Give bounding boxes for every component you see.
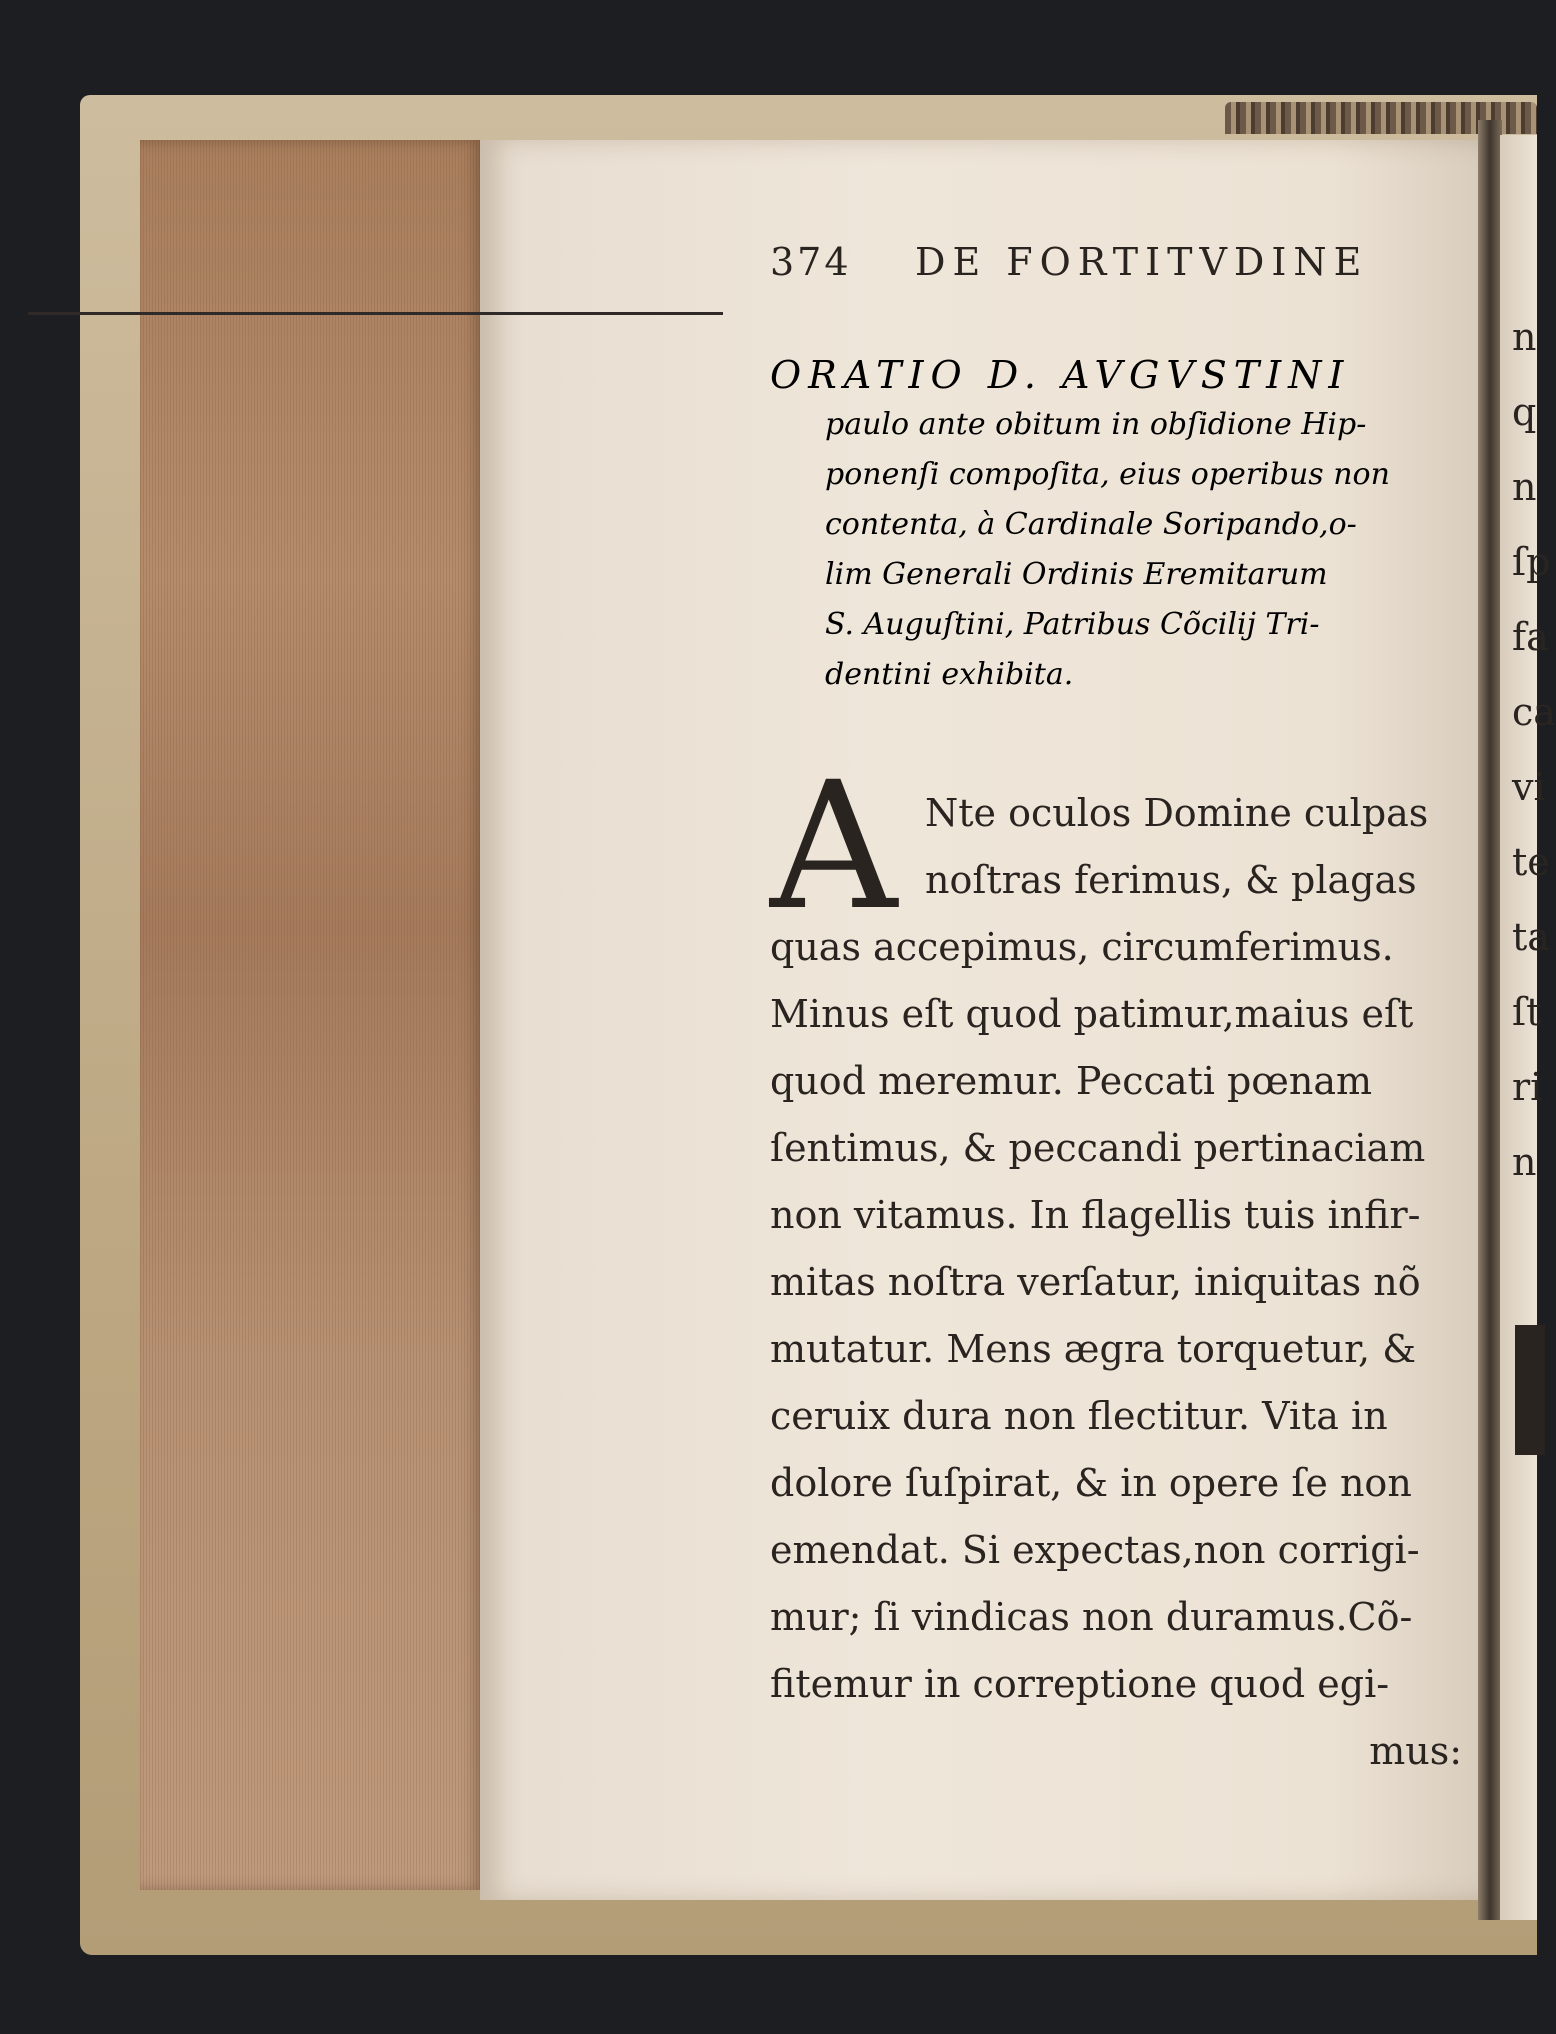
text-line: non vitamus. In flagellis tuis infir- (770, 1193, 1421, 1237)
facing-fragment: ri (1512, 1065, 1543, 1109)
running-head-area (770, 220, 1470, 284)
text-block-edge (140, 140, 485, 1890)
text-line: quod meremur. Peccati pœnam (770, 1059, 1373, 1103)
facing-fragment: ta (1512, 915, 1550, 959)
text-line: emendat. Si expectas,non corrigi- (770, 1528, 1420, 1572)
chapter-heading (770, 350, 1470, 700)
facing-fragment: vi (1512, 765, 1546, 809)
facing-drop-capital (1515, 1325, 1545, 1455)
heading-line: ponenſi compoſita, eius operibus non (825, 457, 1390, 492)
text-line: fitemur in correptione quod egi- (770, 1662, 1390, 1706)
head-rule (28, 312, 723, 315)
facing-fragment: ca (1512, 690, 1556, 734)
text-line: ſentimus, & peccandi pertinaciam (770, 1126, 1426, 1170)
body-text (770, 780, 1470, 1785)
text-line: Nte oculos Domine culpas (925, 791, 1429, 835)
heading-line: paulo ante obitum in obſidione Hip- (825, 407, 1367, 442)
drop-capital: A (770, 744, 898, 949)
facing-page-text (1512, 300, 1556, 1200)
text-line: Minus eſt quod patimur,maius eſt (770, 992, 1414, 1036)
text-line: dolore ſuſpirat, & in opere ſe non (770, 1461, 1412, 1505)
text-line: mur; ſi vindicas non duramus.Cõ- (770, 1595, 1413, 1639)
text-line: noſtras ferimus, & plagas (925, 858, 1417, 902)
page-number: 374 (770, 240, 852, 284)
heading-line: S. Auguſtini, Patribus Cõcilij Tri- (825, 607, 1320, 642)
heading-line: dentini exhibita. (825, 657, 1074, 692)
facing-fragment: n (1512, 315, 1537, 359)
text-line: mutatur. Mens ægra torquetur, & (770, 1327, 1417, 1371)
facing-fragment: q (1512, 390, 1537, 434)
text-line: quas accepimus, circumferimus. (770, 925, 1394, 969)
catchword: mus: (1369, 1729, 1462, 1773)
running-title: DE FORTITVDINE (915, 240, 1369, 284)
facing-fragment: ſt (1512, 990, 1542, 1034)
gutter (1478, 120, 1502, 1920)
facing-fragment: ſp (1512, 540, 1551, 584)
facing-fragment: n (1512, 465, 1537, 509)
running-head (770, 220, 1470, 284)
text-line: ceruix dura non flectitur. Vita in (770, 1394, 1388, 1438)
heading-line: contenta, à Cardinale Soripando,o- (825, 507, 1357, 542)
text-line: mitas noſtra verſatur, iniquitas nõ (770, 1260, 1421, 1304)
heading-caps: ORATIO D. AVGVSTINI (770, 353, 1351, 397)
facing-fragment: fa (1512, 615, 1549, 659)
facing-fragment: n (1512, 1140, 1537, 1184)
facing-fragment: te (1512, 840, 1550, 884)
heading-line: lim Generali Ordinis Eremitarum (825, 557, 1328, 592)
